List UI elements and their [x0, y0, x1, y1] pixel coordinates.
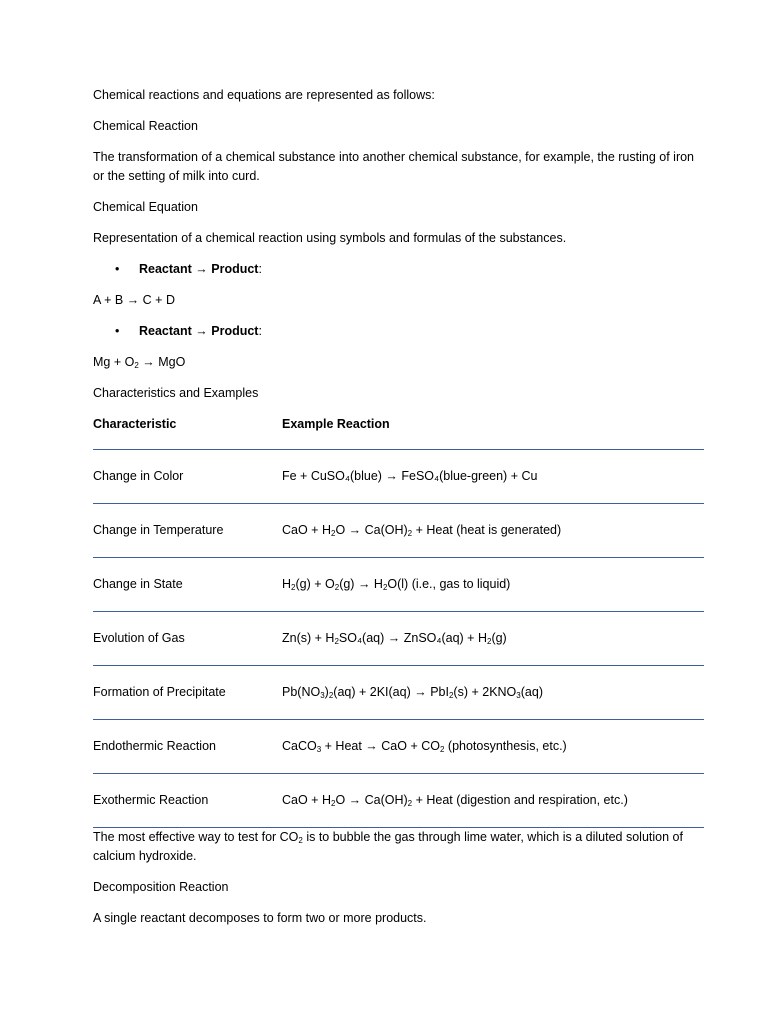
magnesium-equation: $Mg + O_2$ → MgO: [93, 355, 186, 370]
chemical-reaction-heading: Chemical Reaction: [93, 119, 198, 133]
characteristic-cell: Formation of Precipitate: [93, 666, 282, 720]
table-row: [93, 558, 704, 612]
characteristics-heading: Characteristics and Examples: [93, 386, 259, 400]
characteristic-cell: Change in Color: [93, 450, 282, 504]
bullet-reactant-product: [93, 260, 704, 279]
characteristic-cell: Evolution of Gas: [93, 612, 282, 666]
bullet-icon: •: [115, 324, 120, 338]
chemical-equation-heading: Chemical Equation: [93, 200, 198, 214]
chemical-reaction-text: The transformation of a chemical substance into another chemical substance, for example, the rusting of iron or the setting of milk into curd.: [93, 150, 695, 183]
bullet-colon: :: [258, 324, 262, 338]
intro-paragraph: Chemical reactions and equations are represented as follows:: [93, 88, 435, 102]
table-header-row: [93, 415, 704, 450]
co2-test-paragraph: The most effective way to test for $CO_2$ is to bubble the gas through lime water, which is a diluted solution of calcium hydroxide.: [93, 830, 683, 863]
table-row: [93, 720, 704, 774]
example-reaction-cell: $Pb(NO_3)_2(aq) + 2KI(aq) \to PbI_2(s) + 2KNO_3(aq)$: [282, 666, 704, 720]
characteristic-cell: Change in State: [93, 558, 282, 612]
example-reaction-cell: Fe + CuSO₄(blue) → FeSO₄(blue-green) + Cu: [282, 450, 704, 504]
header-characteristic: Characteristic: [93, 417, 177, 431]
table-row: [93, 612, 704, 666]
chemical-equation-text: Representation of a chemical reaction using symbols and formulas of the substances.: [93, 231, 567, 245]
table-row: [93, 774, 704, 828]
bullet-reactant-product-2: [93, 322, 704, 341]
characteristics-table: [93, 415, 704, 828]
bullet-label: Reactant → Product: [139, 262, 259, 276]
example-reaction-cell: $H_2(g) + O_2(g) \to H_2O(l)$ (i.e., gas to liquid): [282, 558, 704, 612]
table-row: [93, 504, 704, 558]
document-body: [93, 86, 704, 940]
bullet-icon: •: [115, 262, 120, 276]
table-row: [93, 450, 704, 504]
characteristic-cell: Exothermic Reaction: [93, 774, 282, 828]
table-row: [93, 666, 704, 720]
example-reaction-cell: $Zn(s) + H_2SO_4(aq)$ → ZnSO₄(aq) + $H_2(g)$: [282, 612, 704, 666]
bullet-label: Reactant → Product: [139, 324, 259, 338]
bullet-colon: :: [258, 262, 262, 276]
general-equation: A + B → C + D: [93, 293, 175, 307]
characteristic-cell: Endothermic Reaction: [93, 720, 282, 774]
header-example-reaction: Example Reaction: [282, 417, 390, 431]
decomposition-heading: Decomposition Reaction: [93, 880, 229, 894]
example-reaction-cell: CaO + $H_2O \to Ca(OH)_2$ + Heat (heat is generated): [282, 504, 704, 558]
characteristic-cell: Change in Temperature: [93, 504, 282, 558]
example-reaction-cell: CaCO$_3$ + Heat → CaO + $CO_2$ (photosynthesis, etc.): [282, 720, 704, 774]
example-reaction-cell: CaO + $H_2O \to Ca(OH)_2$ + Heat (digestion and respiration, etc.): [282, 774, 704, 828]
decomposition-text: A single reactant decomposes to form two or more products.: [93, 911, 427, 925]
